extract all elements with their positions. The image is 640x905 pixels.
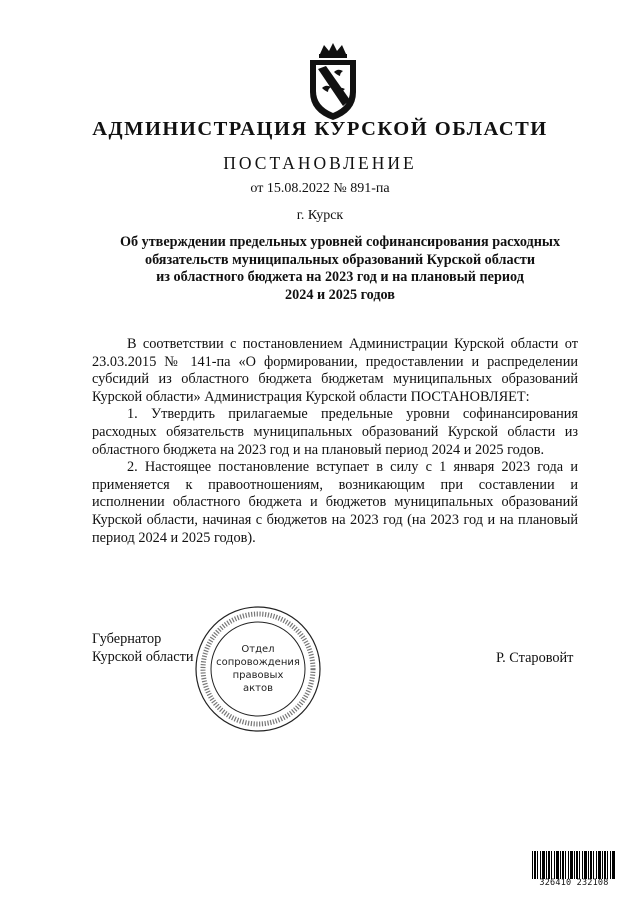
- stamp-text: [208, 643, 308, 695]
- preamble-paragraph: В соответствии с постановлением Администрации Курской области от 23.03.2015 № 141-па «О формировании, предоставлении и распределении субсидий из областного бюджета бюджетам муниципальных образований Курской области» Администрация Курской области ПОСТАНОВЛЯЕТ:: [92, 336, 578, 405]
- subject-line: 2024 и 2025 годов: [285, 286, 395, 303]
- document-type: ПОСТАНОВЛЕНИЕ: [223, 153, 417, 173]
- stamp-line: правовых: [232, 670, 284, 681]
- subject-line: обязательств муниципальных образований Курской области: [144, 251, 536, 268]
- document-subject: [90, 234, 590, 304]
- document-body: [92, 336, 578, 547]
- stamp-line: актов: [242, 683, 273, 694]
- organization-title: АДМИНИСТРАЦИЯ КУРСКОЙ ОБЛАСТИ: [92, 118, 548, 140]
- document-date-number: от 15.08.2022 № 891-па: [250, 181, 390, 196]
- signatory-name: Р. Старовойт: [496, 650, 574, 666]
- document-city: г. Курск: [296, 208, 344, 223]
- signatory-title: [92, 631, 194, 666]
- stamp-line: сопровождения: [216, 657, 300, 668]
- item-1-paragraph: 1. Утвердить прилагаемые предельные уровни софинансирования расходных обязательств муниципальных образований Курской области из областного бюджета на 2023 год и на плановый период 2024 и 2025 годов.: [92, 406, 578, 458]
- subject-line: Об утверждении предельных уровней софинансирования расходных: [119, 234, 561, 250]
- item-2-paragraph: 2. Настоящее постановление вступает в силу с 1 января 2023 года и применяется к правоотношениям, возникающим при составлении и исполнении областного бюджета и бюджетов муниципальных образований Курской области, начиная с бюджетов на 2023 год (на 2023 год и на плановый период 2024 и 2025 годов).: [92, 459, 578, 546]
- stamp-line: Отдел: [241, 644, 275, 655]
- signatory-title-line: Губернатор: [92, 631, 162, 647]
- coat-of-arms-icon: [296, 42, 370, 122]
- barcode-icon: [532, 851, 616, 879]
- signatory-title-line: Курской области: [92, 648, 194, 665]
- barcode-number: 326410 232108: [539, 878, 609, 888]
- subject-line: из областного бюджета на 2023 год и на плановый период: [156, 269, 524, 285]
